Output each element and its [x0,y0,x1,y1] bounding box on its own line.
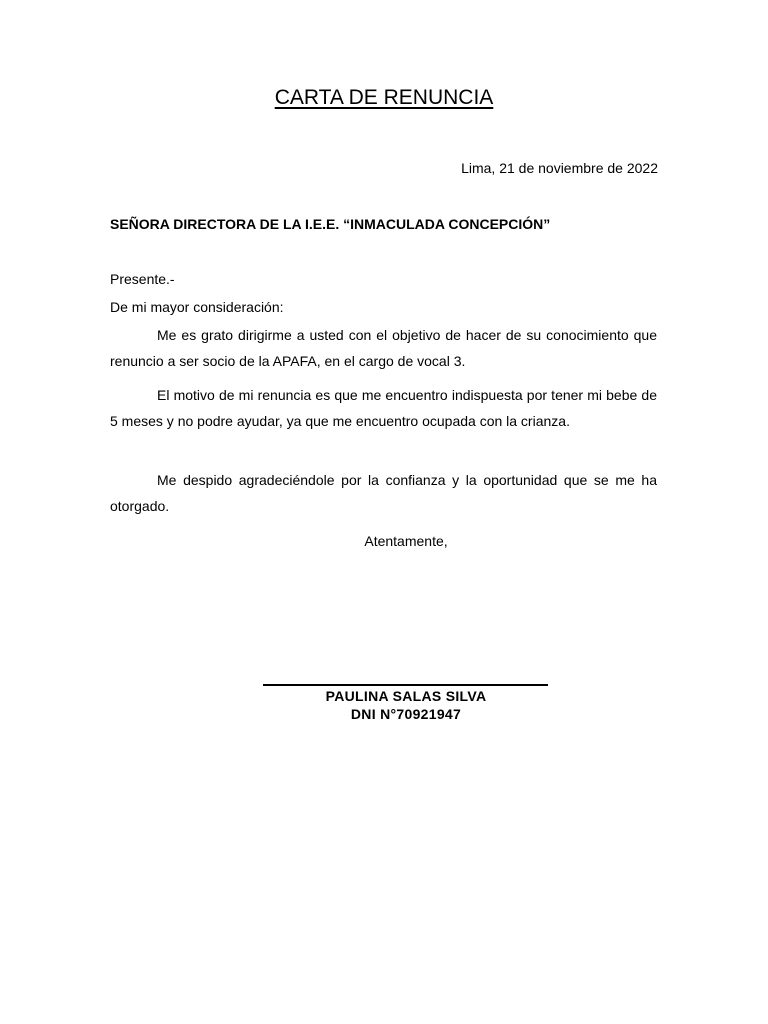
letter-paragraph-2: El motivo de mi renuncia es que me encuentro indispuesta por tener mi bebe de 5 meses y no podre ayudar, ya que me encuentro ocupada con la crianza. [110,387,657,429]
letter-date: Lima, 21 de noviembre de 2022 [461,160,658,176]
letter-salutation: De mi mayor consideración: [110,299,284,315]
signature-name: PAULINA SALAS SILVA [325,688,487,704]
signature-id: DNI N°70921947 [350,706,462,722]
signature-line [263,684,548,686]
letter-paragraph-3: Me despido agradeciéndole por la confianza y la oportunidad que se me ha otorgado. [110,472,657,514]
letter-paragraph-1: Me es grato dirigirme a usted con el objetivo de hacer de su conocimiento que renuncio a ser socio de la APAFA, en el cargo de vocal 3. [110,327,657,369]
letter-greeting: Presente.- [110,271,175,287]
letter-recipient: SEÑORA DIRECTORA DE LA I.E.E. “INMACULADA CONCEPCIÓN” [110,216,551,232]
letter-closing: Atentamente, [364,533,448,549]
letter-title: CARTA DE RENUNCIA [274,86,494,109]
